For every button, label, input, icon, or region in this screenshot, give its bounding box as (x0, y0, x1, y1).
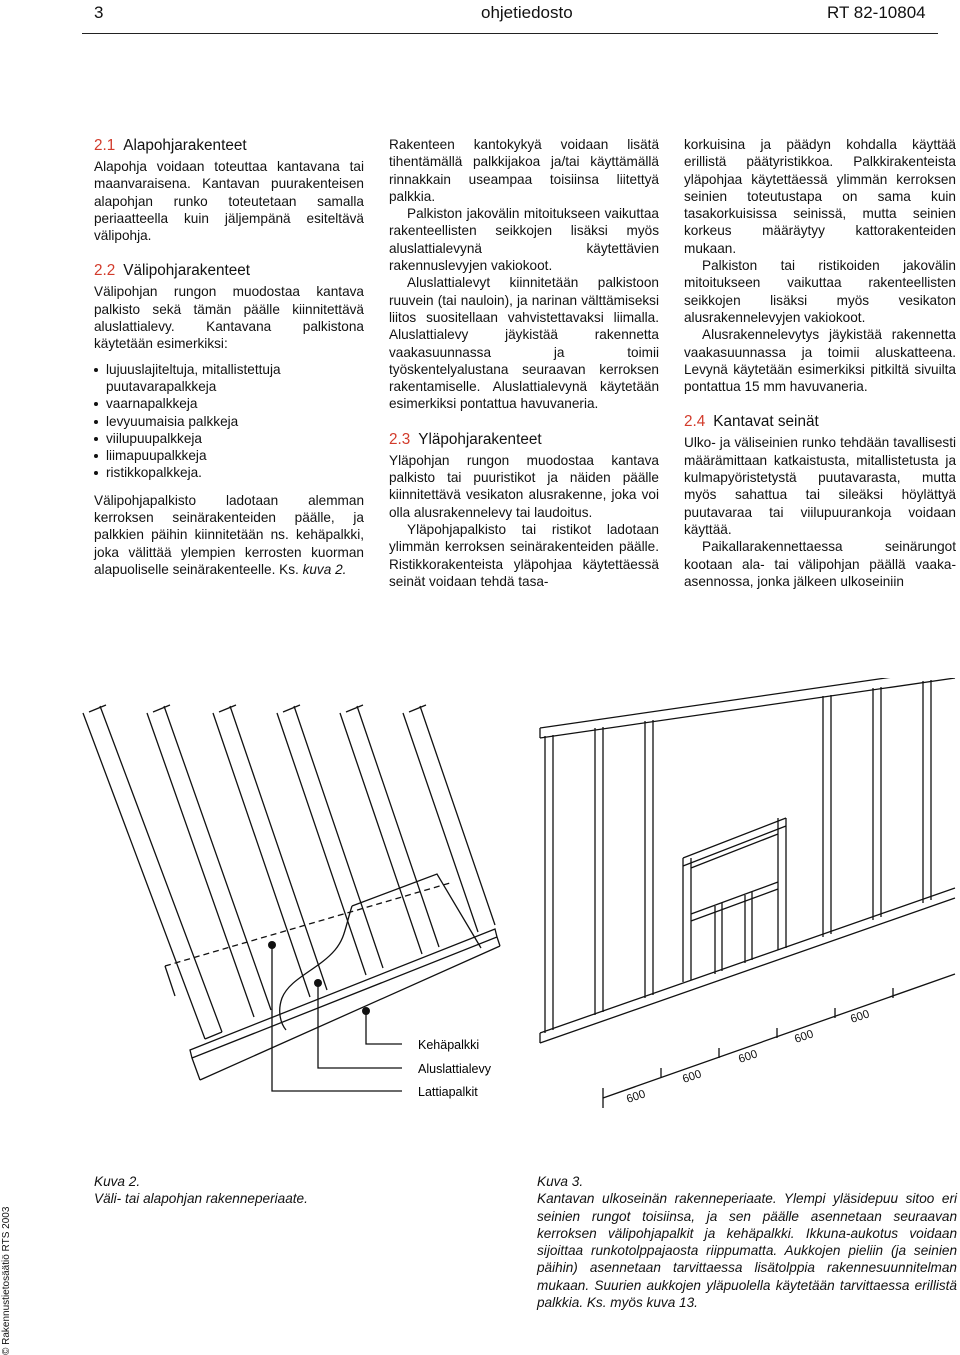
rim-beam-label: Kehäpalkki (418, 1038, 480, 1052)
window-jamb (683, 818, 786, 982)
list-item: levyuumaisia palkkeja (94, 413, 364, 430)
joist (277, 705, 383, 975)
window-header (683, 818, 786, 868)
caption-title: Kuva 2. (94, 1174, 141, 1189)
stud (873, 687, 881, 920)
column-3 (684, 136, 956, 590)
floor-surface (165, 966, 175, 996)
section-number: 2.3 (389, 430, 411, 448)
section-2-1-body: Alapohja voidaan toteuttaa kantavana tai maanvaraisena. Kantavan puurakenteisen alapohjan runko toteutetaan samalla periaatteella kuin jäljempänä esiteltävä välipohja. (94, 159, 364, 244)
paragraph: Palkiston jakovälin mitoitukseen vaikuttaa rakenteellisten seikkojen lisäksi myös aluslattialevynä käytettävien rakennuslevyjen vakiokoot. (389, 206, 659, 274)
list-item: lujuuslajiteltuja, mitallistettuja puutavarapalkkeja (94, 361, 364, 396)
header-rule (82, 33, 938, 34)
rim-beam-leader (366, 1011, 402, 1044)
section-2-2-body-2: Välipohjapalkisto ladotaan alemman kerroksen seinärakenteiden päälle, ja palkkien päihin kiinnitetään ns. kehäpalkki, joka välittää ylempien kerrosten kuorman alapuoliselle seinärakenteelle. Ks. kuva 2. (94, 492, 364, 577)
page-number: 3 (94, 3, 104, 22)
section-2-2-heading (94, 261, 364, 280)
section-title: Kantavat seinät (713, 413, 819, 431)
paragraph: Aluslattialevyt kiinnitetään palkistoon ruuvein (tai nauloin), ja narinan välttämiseksi liitos suositellaan vahvistettavaksi liimalla. Aluslattialevy jäykistää rakennetta vaakasuunnassa ja toimii työskentelyalustana seuraavan kerroksen rakentamiselle. Aluslattialevynä käytetään esimerkiksi pontattua havuvaneria. (389, 275, 659, 412)
cripple (715, 892, 752, 974)
paragraph: korkuisina ja päädyn kohdalla käyttää erillistä päätyristikkoa. Palkkirakenteista yläpohjaa käytettäessä ylimmän kerroksen seinien toteutustapa on sama kuin tasakorkuisissa seinissä, mutta seinien korkeus määräytyy kattorakenteiden mukaan. (684, 137, 956, 256)
joists-label: Lattiapalkit (418, 1085, 478, 1099)
section-number: 2.2 (94, 262, 116, 280)
stud (923, 680, 931, 903)
paragraph: Alusrakennelevytys jäykistää rakennetta vaakasuunnassa ja toimii aluskatteena. Levynä käytetään esimerkiksi pitkiltä sivuilta pontattua 15 mm havuvaneria. (684, 327, 956, 395)
spacing-label: 600 (737, 1048, 760, 1066)
figure-3-caption (537, 1173, 957, 1311)
joist (83, 705, 222, 1039)
floor-joists-drawing (83, 705, 500, 1080)
figures (0, 678, 960, 1183)
list-item: ristikkopalkkeja. (94, 464, 364, 481)
dimension-line (603, 974, 955, 1108)
section-2-4-heading (684, 412, 956, 431)
section-title: Välipohjarakenteet (123, 262, 250, 280)
figure-2-caption (94, 1173, 374, 1208)
section-title: Alapohjarakenteet (123, 137, 247, 154)
top-plate (540, 678, 955, 738)
column-2 (389, 136, 659, 590)
window-sill (691, 882, 778, 921)
cut-line (165, 883, 450, 966)
spacing-label: 600 (625, 1088, 648, 1106)
stud (645, 720, 653, 998)
section-2-2-body: Välipohjan rungon muodostaa kantava palkisto sekä tämän päälle kiinnitettävä aluslattialevy. Kantavana palkistona käytetään esimerkiksi: (94, 284, 364, 352)
section-2-3-heading (389, 430, 659, 449)
bottom-plate (540, 888, 955, 1043)
page-header (0, 0, 960, 44)
column-1 (94, 136, 364, 578)
spacing-label: 600 (793, 1028, 816, 1046)
stud (545, 735, 553, 1033)
list-item: liimapuupalkkeja (94, 447, 364, 464)
paragraph: Yläpohjapalkisto tai ristikot ladotaan ylimmän kerroksen seinärakenteiden päälle. Ristikkorakenteista yläpohjaa käytettäessä seinät voidaan tehdä tasa- (389, 521, 659, 589)
paragraph: Rakenteen kantokykyä voidaan lisätä tihentämällä palkkijakoa ja/tai käyttämällä rinnakkain useampaa toisiinsa liitettyä palkkia. (389, 137, 659, 204)
figure-reference: kuva 2. (302, 561, 347, 577)
joist (403, 705, 495, 932)
subfloor-sheet (280, 874, 481, 1030)
section-number: 2.4 (684, 413, 706, 431)
copyright-note: © Rakennustietosäätiö RTS 2003 (1, 1206, 12, 1355)
list-item: vaarnapalkkeja (94, 395, 364, 412)
section-2-1-heading (94, 136, 364, 155)
paragraph: Ulko- ja väliseinien runko tehdään tavallisesti määrämittaan katkaistusta, mitallistetusta ja kulmapyöristetystä puutavarasta, mutta myös sahattua tai sileäksi höylättyä puutavaraa tai viilupuurankoja voidaan käyttää. (684, 435, 956, 537)
document-type: ohjetiedosto (481, 3, 573, 22)
joist (213, 705, 327, 997)
stud (823, 695, 831, 937)
caption-title: Kuva 3. (537, 1174, 584, 1189)
wall-framing-drawing (540, 678, 955, 1108)
caption-text: Kantavan ulkoseinän rakenneperiaate. Ylempi yläsidepuu sitoo eri seinien rungot toisiinsa, ja sen päälle asennetaan seuraavan kerroksen välipohjapalkit ja kehäpalkki. Ikkuna-aukotus voidaan sijoittaa runkotolppajaosta riippumatta. Aukkojen pieliin (ja seinien päihin) asennetaan tarvittaessa lisätolppia rakennesuunnitelman mukaan. Suurien aukkojen yläpuolella käytetään tarvittaessa erillistä palkkia. Ks. myös kuva 13. (537, 1191, 957, 1311)
list-item: viilupuupalkkeja (94, 430, 364, 447)
document-code: RT 82-10804 (827, 3, 926, 22)
section-title: Yläpohjarakenteet (418, 430, 542, 448)
spacing-label: 600 (849, 1008, 872, 1026)
joist (147, 705, 271, 1017)
callout-dot (362, 1007, 370, 1015)
spacing-label: 600 (681, 1068, 704, 1086)
beam-type-list (94, 361, 364, 482)
section-number: 2.1 (94, 137, 116, 154)
callout-dot (314, 979, 322, 987)
caption-text: Väli- tai alapohjan rakenneperiaate. (94, 1191, 308, 1207)
paragraph: Paikallarakennettaessa seinärungot kootaan ala- tai välipohjan päällä vaaka-asennossa, jonka jälkeen ulkoseiniin (684, 539, 956, 589)
stud (595, 727, 603, 1015)
rim-beam (190, 929, 500, 1080)
spacing-labels (625, 1008, 871, 1106)
paragraph: Yläpohjan rungon muodostaa kantava palkisto tai puuristikot ja näiden päälle kiinnitettävä vesikaton alusrakenne, joka voi olla alusrakennelevy tai laudoitus. (389, 452, 659, 520)
callout-dot (268, 941, 276, 949)
joist (340, 705, 439, 954)
subfloor-label: Aluslattialevy (418, 1062, 491, 1076)
paragraph: Palkiston tai ristikoiden jakovälin mitoitukseen vaikuttaa rakenteellisten seikkojen lisäksi myös vesikaton alusrakennelevyjen vakiokoot. (684, 258, 956, 325)
